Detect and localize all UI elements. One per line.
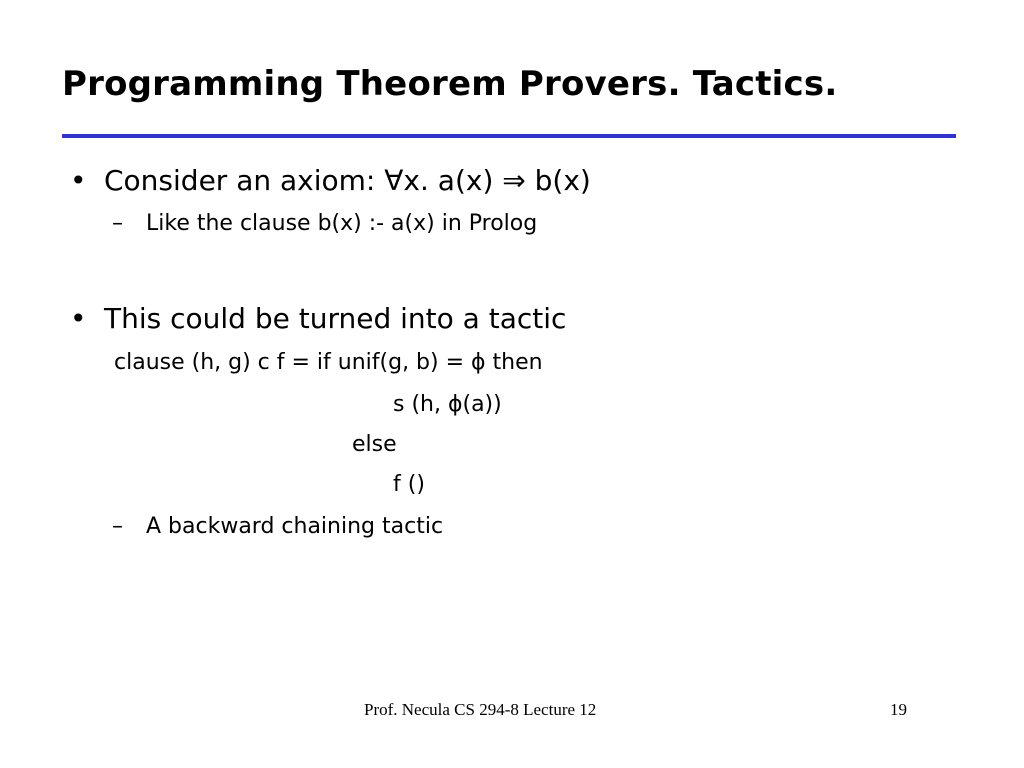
code-line-4: f () bbox=[393, 472, 425, 497]
sub-bullet-marker: – bbox=[112, 211, 123, 236]
bullet-text: Consider an axiom: ∀x. a(x) ⇒ b(x) bbox=[104, 164, 591, 197]
sub-bullet-text: A backward chaining tactic bbox=[146, 514, 444, 539]
sub-bullet-text: Like the clause b(x) :- a(x) in Prolog bbox=[146, 211, 538, 236]
page-number: 19 bbox=[890, 700, 907, 719]
footer-caption: Prof. Necula CS 294-8 Lecture 12 bbox=[364, 700, 597, 719]
code-line-1: clause (h, g) c f = if unif(g, b) = ϕ then bbox=[114, 350, 543, 375]
code-line-3: else bbox=[352, 432, 397, 457]
sub-bullet-marker: – bbox=[112, 514, 123, 539]
title-underline bbox=[62, 134, 956, 138]
bullet-marker: • bbox=[70, 164, 87, 197]
bullet-text: This could be turned into a tactic bbox=[104, 302, 567, 335]
bullet-marker: • bbox=[70, 302, 87, 335]
code-line-2: s (h, ϕ(a)) bbox=[393, 392, 502, 417]
slide-title: Programming Theorem Provers. Tactics. bbox=[62, 64, 838, 104]
